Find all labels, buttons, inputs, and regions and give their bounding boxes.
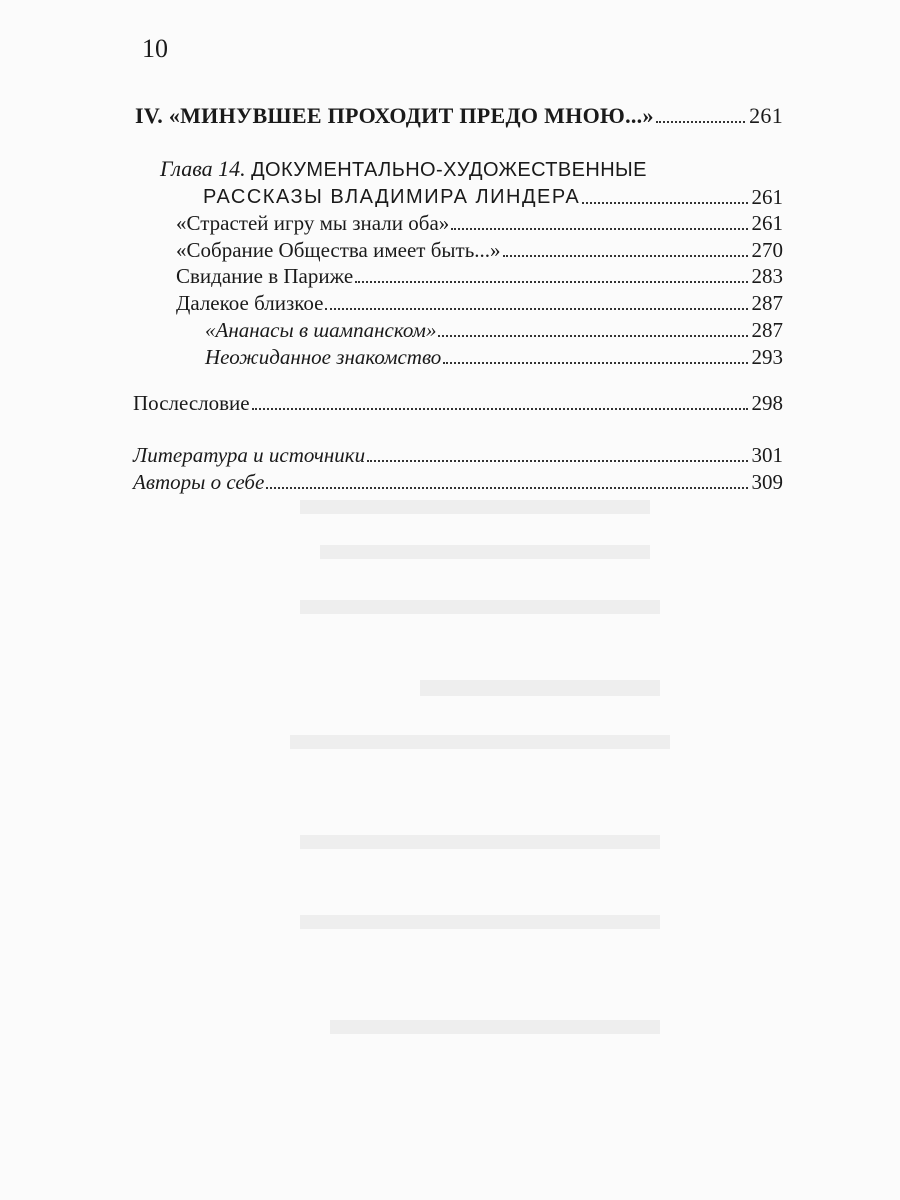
page-number: 10 <box>142 34 168 63</box>
toc-entry-page: 298 <box>751 391 783 415</box>
toc-entry-title: Свидание в Париже <box>176 264 354 288</box>
bleed-line <box>320 545 650 559</box>
toc-entry-page: 287 <box>751 291 783 315</box>
toc-entry-page: 309 <box>751 470 783 494</box>
dot-leader <box>582 202 747 204</box>
toc-entry-title: «Собрание Общества имеет быть...» <box>176 238 501 262</box>
toc-section-entry[interactable] <box>176 210 783 236</box>
dot-leader <box>367 460 747 462</box>
bleed-line <box>300 500 650 514</box>
dot-leader <box>656 121 745 123</box>
dot-leader <box>451 228 747 230</box>
toc-subsection-entry[interactable] <box>205 344 783 370</box>
dot-leader <box>438 335 747 337</box>
dot-leader <box>443 362 747 364</box>
toc-section-entry[interactable] <box>176 290 783 316</box>
toc-entry-page: 301 <box>751 443 783 467</box>
bleed-line <box>300 600 660 614</box>
toc-entry-page: 261 <box>751 185 783 209</box>
dot-leader <box>503 255 748 257</box>
dot-leader <box>355 281 747 283</box>
chapter-title-line1: ДОКУМЕНТАЛЬНО-ХУДОЖЕСТВЕННЫЕ <box>251 159 647 181</box>
toc-chapter-entry[interactable] <box>203 184 783 210</box>
chapter-title-line2: РАССКАЗЫ ВЛАДИМИРА ЛИНДЕРА <box>203 186 581 208</box>
bleed-line <box>420 680 660 696</box>
chapter-number: Глава 14. <box>160 156 246 181</box>
toc-entry-page: 287 <box>751 318 783 342</box>
toc-entry-title: «Страстей игру мы знали оба» <box>176 211 450 235</box>
bleed-line <box>330 1020 660 1034</box>
bleed-line <box>300 835 660 849</box>
dot-leader <box>266 487 747 489</box>
dot-leader <box>325 308 747 310</box>
toc-entry-title: Далекое близкое <box>176 291 324 315</box>
toc-entry-title: Литература и источники <box>133 443 366 467</box>
toc-entry-page: 293 <box>751 345 783 369</box>
toc-entry-title: Авторы о себе <box>133 470 265 494</box>
bleed-line <box>290 735 670 749</box>
toc-part-entry[interactable] <box>135 103 783 129</box>
toc-backmatter-entry[interactable] <box>133 442 783 468</box>
toc-entry-title: IV. «МИНУВШЕЕ ПРОХОДИТ ПРЕДО МНОЮ...» <box>135 103 654 128</box>
toc-entry-title: Послесловие <box>133 391 250 415</box>
toc-entry-page: 261 <box>751 211 783 235</box>
dot-leader <box>252 408 748 410</box>
toc-section-entry[interactable] <box>176 237 783 263</box>
bleed-line <box>300 915 660 929</box>
toc-entry-title: Неожиданное знакомство <box>205 345 442 369</box>
toc-subsection-entry[interactable] <box>205 317 783 343</box>
toc-backmatter-entry[interactable] <box>133 469 783 495</box>
toc-entry-page: 270 <box>751 238 783 262</box>
toc-section-entry[interactable] <box>176 263 783 289</box>
toc-entry-page: 283 <box>751 264 783 288</box>
toc-entry-page: 261 <box>749 103 783 128</box>
toc-chapter-heading[interactable] <box>160 154 647 185</box>
toc-backmatter-entry[interactable] <box>133 390 783 416</box>
toc-entry-title: «Ананасы в шампанском» <box>205 318 437 342</box>
